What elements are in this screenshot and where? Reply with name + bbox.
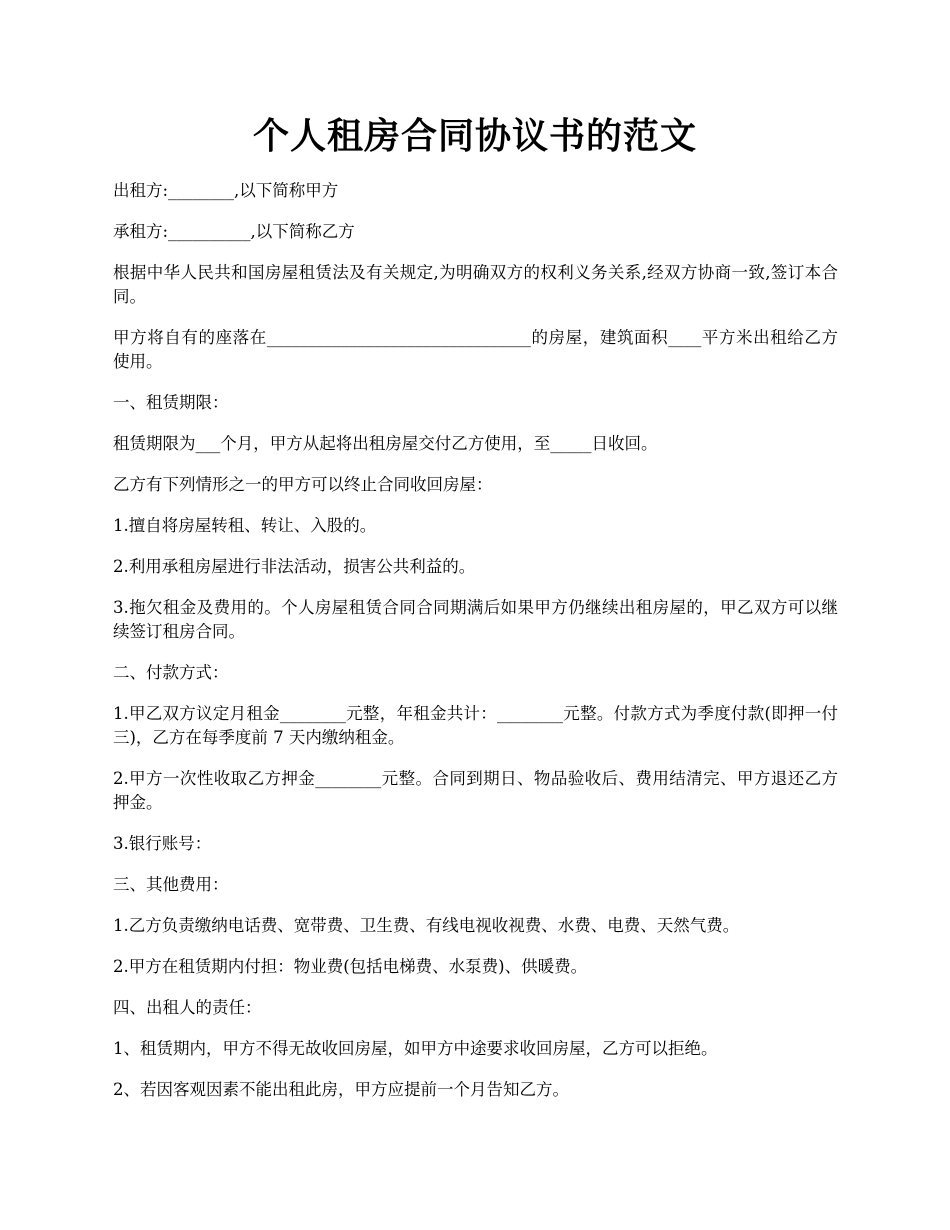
list-item: 1.乙方负责缴纳电话费、宽带费、卫生费、有线电视收视费、水费、电费、天然气费。	[113, 916, 740, 935]
section-heading-term: 一、租赁期限：	[113, 393, 229, 412]
paragraph-property: 甲方将自有的座落在________________________________的房屋，建筑面积____平方米出租给乙方使用。	[113, 328, 838, 371]
paragraph-lessor: 出租方:________,以下简称甲方	[113, 181, 339, 200]
list-item: 2.甲方一次性收取乙方押金________元整。合同到期日、物品验收后、费用结清完、甲方退还乙方押金。	[113, 769, 838, 812]
list-item: 2.利用承租房屋进行非法活动，损害公共利益的。	[113, 557, 476, 576]
list-item: 2、若因客观因素不能出租此房，甲方应提前一个月告知乙方。	[113, 1080, 569, 1099]
list-item: 3.银行账号：	[113, 834, 212, 853]
document-body	[113, 179, 838, 1119]
section-heading-other-fees: 三、其他费用：	[113, 875, 229, 894]
paragraph-term: 租赁期限为___个月，甲方从起将出租房屋交付乙方使用，至_____日收回。	[113, 434, 658, 453]
paragraph-termination: 乙方有下列情形之一的甲方可以终止合同收回房屋：	[113, 475, 493, 494]
list-item: 1.擅自将房屋转租、转让、入股的。	[113, 516, 377, 535]
list-item: 1、租赁期内，甲方不得无故收回房屋，如甲方中途要求收回房屋，乙方可以拒绝。	[113, 1039, 718, 1058]
list-item: 2.甲方在租赁期内付担：物业费(包括电梯费、水泵费)、供暖费。	[113, 957, 588, 976]
paragraph-preamble: 根据中华人民共和国房屋租赁法及有关规定,为明确双方的权利义务关系,经双方协商一致,签订本合同。	[113, 263, 838, 306]
document-title: 个人租房合同协议书的范文	[252, 115, 697, 157]
list-item: 1.甲乙双方议定月租金________元整，年租金共计：________元整。付款方式为季度付款(即押一付三)，乙方在每季度前 7 天内缴纳租金。	[113, 704, 838, 747]
section-heading-lessor-duties: 四、出租人的责任：	[113, 998, 262, 1017]
section-heading-payment: 二、付款方式：	[113, 663, 229, 682]
paragraph-lessee: 承租方:__________,以下简称乙方	[113, 222, 355, 241]
list-item: 3.拖欠租金及费用的。个人房屋租赁合同合同期满后如果甲方仍继续出租房屋的，甲乙双方可以继续签订租房合同。	[113, 598, 838, 641]
